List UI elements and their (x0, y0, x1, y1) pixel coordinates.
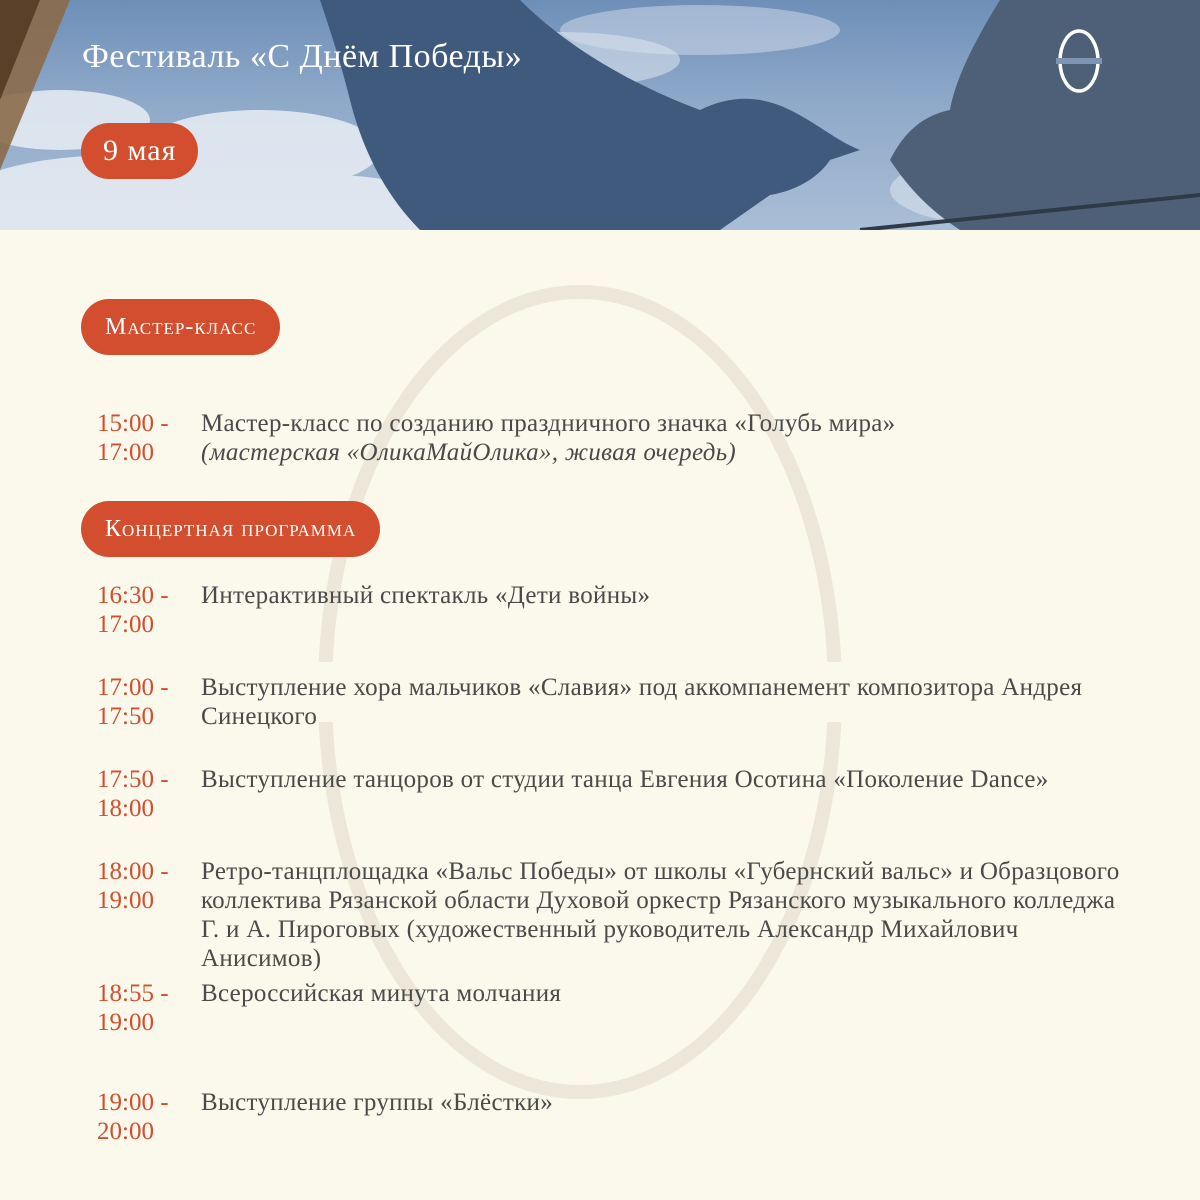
section-label-concert: Концертная программа (81, 501, 380, 557)
ring-logo-icon (1056, 28, 1102, 94)
event-description: Выступление группы «Блёстки» (201, 1089, 553, 1116)
time-end: 18:00 (97, 795, 154, 822)
time-range (97, 857, 187, 915)
time-end: 20:00 (97, 1118, 154, 1145)
sky-dove-image (0, 0, 1200, 230)
time-end: 19:00 (97, 1009, 154, 1036)
event-description: Всероссийская минута молчания (201, 980, 562, 1007)
event-text: Мастер-класс по созданию праздничного значка «Голубь мира» (201, 410, 896, 437)
event-note: (мастерская «ОликаМайОлика», живая очередь) (201, 439, 736, 466)
event-description: Ретро-танцплощадка «Вальс Победы» от школы «Губернский вальс» и Образцового коллектива Рязанской области Духовой оркестр Рязанского музыкального колледжа Г. и А. Пироговых (художественный руководитель Александр Михайлович Анисимов) (201, 858, 1120, 972)
hero-banner (0, 0, 1200, 230)
event-description: Выступление танцоров от студии танца Евгения Осотина «Поколение Dance» (201, 766, 1049, 793)
time-range (97, 979, 187, 1037)
time-start: 17:50 - (97, 766, 169, 793)
section-label-masterclass: Мастер-класс (81, 299, 280, 355)
time-start: 18:00 - (97, 858, 169, 885)
time-end: 17:00 (97, 611, 154, 638)
dove-right (890, 0, 1200, 230)
date-badge: 9 мая (81, 123, 198, 179)
time-range (97, 409, 187, 467)
time-start: 17:00 - (97, 674, 169, 701)
time-range (97, 765, 187, 823)
festival-title: Фестиваль «С Днём Победы» (82, 38, 523, 75)
time-start: 18:55 - (97, 980, 169, 1007)
event-description: Выступление хора мальчиков «Славия» под аккомпанемент композитора Андрея Синецкого (201, 674, 1083, 730)
time-start: 19:00 - (97, 1089, 169, 1116)
time-range (97, 581, 187, 639)
time-end: 17:00 (97, 439, 154, 466)
time-range (97, 1088, 187, 1146)
event-description (201, 409, 1121, 467)
time-end: 17:50 (97, 703, 154, 730)
time-start: 16:30 - (97, 582, 169, 609)
time-range (97, 673, 187, 731)
time-end: 19:00 (97, 887, 154, 914)
time-start: 15:00 - (97, 410, 169, 437)
event-description: Интерактивный спектакль «Дети войны» (201, 582, 651, 609)
